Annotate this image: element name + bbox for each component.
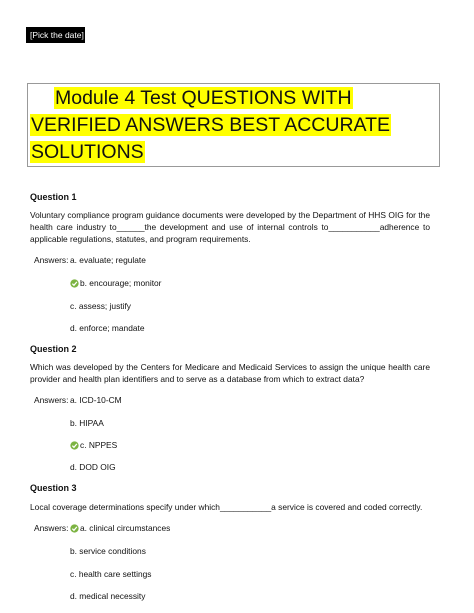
title-line-2: VERIFIED ANSWERS BEST ACCURATE xyxy=(31,114,391,136)
q3-option-b: b. service conditions xyxy=(70,546,146,556)
title-line-1: Module 4 Test QUESTIONS WITH xyxy=(55,87,352,109)
question-3-text: Local coverage determinations specify under which___________a service is covered and coded correctly. xyxy=(30,502,423,512)
question-2-heading: Question 2 xyxy=(30,344,77,354)
q1-option-d: d. enforce; mandate xyxy=(70,323,145,333)
q3-option-a: a. clinical circumstances xyxy=(70,523,170,533)
q1-option-a: a. evaluate; regulate xyxy=(70,255,146,265)
correct-check-icon xyxy=(70,524,79,533)
answers-label: Answers: xyxy=(34,523,69,533)
q2-option-a: a. ICD-10-CM xyxy=(70,395,122,405)
q2-option-d: d. DOD OIG xyxy=(70,462,116,472)
date-picker-field[interactable]: [Pick the date] xyxy=(26,27,85,43)
correct-check-icon xyxy=(70,279,79,288)
correct-check-icon xyxy=(70,441,79,450)
answers-label: Answers: xyxy=(34,395,69,405)
q3-option-c: c. health care settings xyxy=(70,569,152,579)
title-line-3: SOLUTIONS xyxy=(31,141,144,163)
document-title-box xyxy=(27,83,440,167)
question-1-heading: Question 1 xyxy=(30,192,77,202)
q1-option-c: c. assess; justify xyxy=(70,301,131,311)
question-2-text: Which was developed by the Centers for Medicare and Medicaid Services to assign the unique health care provider and health plan identifiers and to serve as a database from which to extract data? xyxy=(30,362,430,384)
question-3-heading: Question 3 xyxy=(30,483,77,493)
question-1-text: Voluntary compliance program guidance documents were developed by the Department of HHS OIG for the health care industry to______the development and use of internal controls to___________adherence to applicable regulations, statutes, and program requirements. xyxy=(30,210,430,244)
q2-option-c: c. NPPES xyxy=(70,440,117,450)
q3-option-d: d. medical necessity xyxy=(70,591,146,601)
q2-option-b: b. HIPAA xyxy=(70,418,104,428)
answers-label: Answers: xyxy=(34,255,69,265)
q1-option-b: b. encourage; monitor xyxy=(70,278,161,288)
